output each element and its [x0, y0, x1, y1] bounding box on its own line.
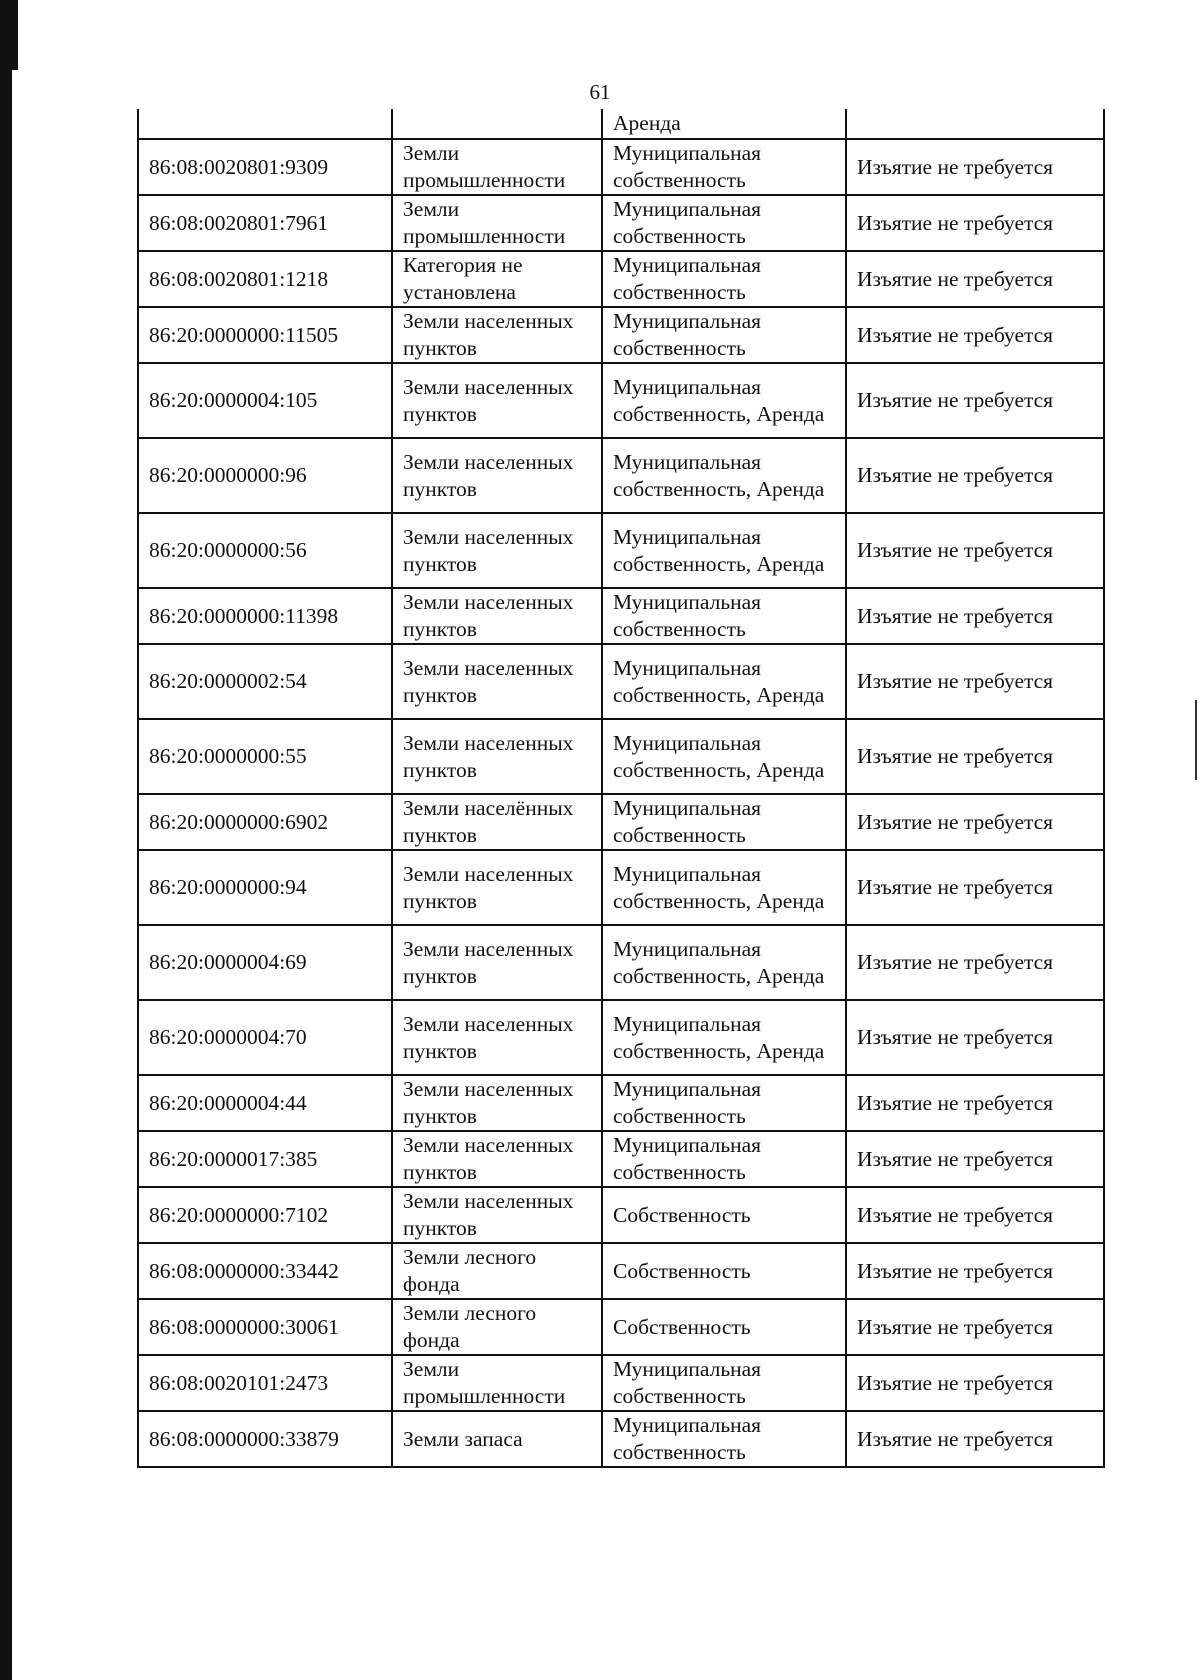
action-cell: Изъятие не требуется — [846, 251, 1104, 307]
continuation-row — [138, 109, 1104, 139]
table-row — [138, 1075, 1104, 1131]
action-cell — [846, 109, 1104, 139]
scan-left-edge — [0, 0, 12, 1680]
action-cell: Изъятие не требуется — [846, 1000, 1104, 1075]
table-row — [138, 794, 1104, 850]
table-row — [138, 1131, 1104, 1187]
action-cell: Изъятие не требуется — [846, 363, 1104, 438]
land-category-cell: Земли населённых пунктов — [392, 794, 602, 850]
land-category-cell: Земли населенных пунктов — [392, 1075, 602, 1131]
land-category-cell: Земли населенных пунктов — [392, 1131, 602, 1187]
table-row — [138, 438, 1104, 513]
land-category-cell: Земли населенных пунктов — [392, 307, 602, 363]
cadastral-number-cell: 86:20:0000000:6902 — [138, 794, 392, 850]
ownership-cell: Собственность — [602, 1187, 846, 1243]
table-row — [138, 588, 1104, 644]
table-row — [138, 719, 1104, 794]
ownership-cell: Муниципальная собственность — [602, 1131, 846, 1187]
table-row — [138, 307, 1104, 363]
ownership-cell: Собственность — [602, 1299, 846, 1355]
cadastral-number-cell: 86:20:0000000:96 — [138, 438, 392, 513]
cadastral-number-cell: 86:20:0000000:94 — [138, 850, 392, 925]
land-category-cell — [392, 109, 602, 139]
table-row — [138, 1000, 1104, 1075]
table-row — [138, 1411, 1104, 1467]
land-category-cell: Земли населенных пунктов — [392, 1000, 602, 1075]
cadastral-number-cell: 86:20:0000004:70 — [138, 1000, 392, 1075]
table-row — [138, 251, 1104, 307]
ownership-cell: Муниципальная собственность — [602, 1355, 846, 1411]
land-category-cell: Земли промышленности — [392, 1355, 602, 1411]
ownership-cell: Муниципальная собственность, Аренда — [602, 644, 846, 719]
land-category-cell: Категория не установлена — [392, 251, 602, 307]
action-cell: Изъятие не требуется — [846, 1075, 1104, 1131]
ownership-cell: Муниципальная собственность, Аренда — [602, 438, 846, 513]
ownership-cell: Муниципальная собственность, Аренда — [602, 513, 846, 588]
action-cell: Изъятие не требуется — [846, 1243, 1104, 1299]
action-cell: Изъятие не требуется — [846, 438, 1104, 513]
table-row — [138, 513, 1104, 588]
land-category-cell: Земли населенных пунктов — [392, 513, 602, 588]
cadastral-number-cell: 86:20:0000000:7102 — [138, 1187, 392, 1243]
action-cell: Изъятие не требуется — [846, 1411, 1104, 1467]
table-row — [138, 850, 1104, 925]
land-category-cell: Земли промышленности — [392, 139, 602, 195]
ownership-cell: Муниципальная собственность, Аренда — [602, 363, 846, 438]
cadastral-number-cell: 86:08:0000000:33879 — [138, 1411, 392, 1467]
cadastral-number-cell: 86:08:0020801:7961 — [138, 195, 392, 251]
table-row — [138, 1187, 1104, 1243]
ownership-cell: Муниципальная собственность, Аренда — [602, 850, 846, 925]
land-plots-table — [137, 109, 1105, 1468]
ownership-cell: Муниципальная собственность — [602, 307, 846, 363]
cadastral-number-cell: 86:20:0000004:44 — [138, 1075, 392, 1131]
land-category-cell: Земли промышленности — [392, 195, 602, 251]
land-category-cell: Земли лесного фонда — [392, 1243, 602, 1299]
ownership-cell: Муниципальная собственность, Аренда — [602, 925, 846, 1000]
action-cell: Изъятие не требуется — [846, 513, 1104, 588]
land-category-cell: Земли населенных пунктов — [392, 363, 602, 438]
cadastral-number-cell: 86:20:0000002:54 — [138, 644, 392, 719]
scan-corner-mark — [0, 0, 18, 70]
land-category-cell: Земли населенных пунктов — [392, 588, 602, 644]
table-row — [138, 195, 1104, 251]
ownership-cell: Муниципальная собственность — [602, 251, 846, 307]
action-cell: Изъятие не требуется — [846, 644, 1104, 719]
ownership-cell: Муниципальная собственность, Аренда — [602, 1000, 846, 1075]
cadastral-number-cell: 86:20:0000004:69 — [138, 925, 392, 1000]
cadastral-number-cell: 86:20:0000000:56 — [138, 513, 392, 588]
table-row — [138, 1243, 1104, 1299]
action-cell: Изъятие не требуется — [846, 588, 1104, 644]
ownership-cell: Муниципальная собственность — [602, 588, 846, 644]
cadastral-number-cell — [138, 109, 392, 139]
land-category-cell: Земли населенных пунктов — [392, 1187, 602, 1243]
action-cell: Изъятие не требуется — [846, 794, 1104, 850]
ownership-cell: Муниципальная собственность — [602, 195, 846, 251]
cadastral-number-cell: 86:20:0000004:105 — [138, 363, 392, 438]
table-body — [138, 109, 1104, 1467]
ownership-cell: Аренда — [602, 109, 846, 139]
action-cell: Изъятие не требуется — [846, 1299, 1104, 1355]
table-row — [138, 1299, 1104, 1355]
land-category-cell: Земли населенных пунктов — [392, 925, 602, 1000]
action-cell: Изъятие не требуется — [846, 1355, 1104, 1411]
cadastral-number-cell: 86:08:0020801:9309 — [138, 139, 392, 195]
cadastral-number-cell: 86:08:0020101:2473 — [138, 1355, 392, 1411]
action-cell: Изъятие не требуется — [846, 1187, 1104, 1243]
cadastral-number-cell: 86:20:0000017:385 — [138, 1131, 392, 1187]
action-cell: Изъятие не требуется — [846, 307, 1104, 363]
action-cell: Изъятие не требуется — [846, 719, 1104, 794]
scan-right-mark — [1195, 700, 1197, 780]
table-row — [138, 644, 1104, 719]
page-number: 61 — [589, 80, 611, 104]
table-row — [138, 139, 1104, 195]
ownership-cell: Муниципальная собственность — [602, 1411, 846, 1467]
action-cell: Изъятие не требуется — [846, 850, 1104, 925]
cadastral-number-cell: 86:20:0000000:11505 — [138, 307, 392, 363]
land-category-cell: Земли запаса — [392, 1411, 602, 1467]
land-category-cell: Земли населенных пунктов — [392, 850, 602, 925]
cadastral-number-cell: 86:08:0000000:30061 — [138, 1299, 392, 1355]
cadastral-number-cell: 86:20:0000000:55 — [138, 719, 392, 794]
ownership-cell: Муниципальная собственность, Аренда — [602, 719, 846, 794]
ownership-cell: Собственность — [602, 1243, 846, 1299]
cadastral-number-cell: 86:08:0000000:33442 — [138, 1243, 392, 1299]
action-cell: Изъятие не требуется — [846, 925, 1104, 1000]
land-category-cell: Земли лесного фонда — [392, 1299, 602, 1355]
land-category-cell: Земли населенных пунктов — [392, 719, 602, 794]
land-category-cell: Земли населенных пунктов — [392, 438, 602, 513]
table-row — [138, 925, 1104, 1000]
cadastral-number-cell: 86:20:0000000:11398 — [138, 588, 392, 644]
action-cell: Изъятие не требуется — [846, 1131, 1104, 1187]
table-row — [138, 363, 1104, 438]
land-category-cell: Земли населенных пунктов — [392, 644, 602, 719]
ownership-cell: Муниципальная собственность — [602, 1075, 846, 1131]
table-row — [138, 1355, 1104, 1411]
ownership-cell: Муниципальная собственность — [602, 139, 846, 195]
cadastral-number-cell: 86:08:0020801:1218 — [138, 251, 392, 307]
ownership-cell: Муниципальная собственность — [602, 794, 846, 850]
action-cell: Изъятие не требуется — [846, 139, 1104, 195]
action-cell: Изъятие не требуется — [846, 195, 1104, 251]
